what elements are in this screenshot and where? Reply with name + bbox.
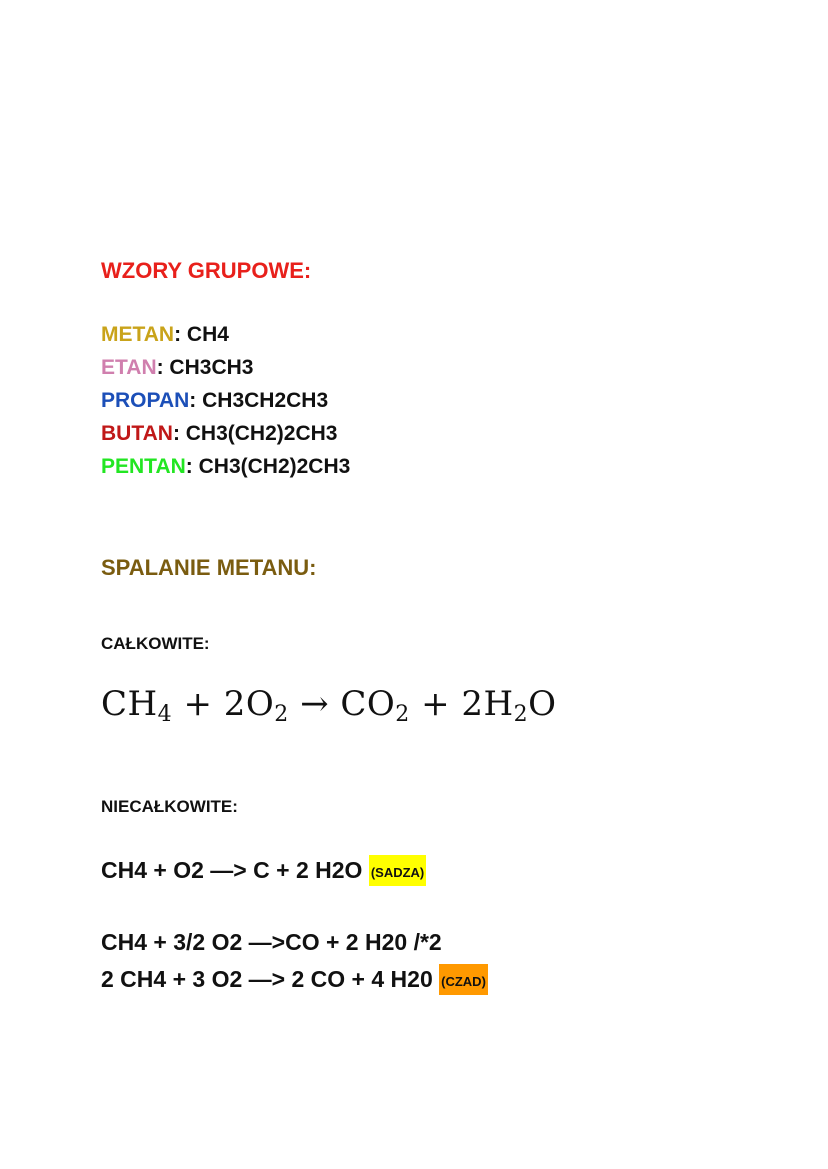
alkane-formula: : CH3CH2CH3 xyxy=(189,389,329,412)
alkane-formula: : CH3(CH2)2CH3 xyxy=(172,422,338,445)
list-item xyxy=(101,417,350,450)
alkane-formula: : CH3CH3 xyxy=(156,356,254,379)
co-badge: (CZAD) xyxy=(439,964,488,995)
equation-text: CH4 + O2 —> C + 2 H2O xyxy=(101,857,369,883)
incomplete-equation-co-doubled xyxy=(101,964,488,995)
alkane-name-butan: BUTAN xyxy=(101,422,173,445)
incomplete-combustion-label: NIECAŁKOWITE: xyxy=(101,797,238,816)
list-item xyxy=(101,384,350,417)
alkane-formula: : CH3(CH2)2CH3 xyxy=(185,455,351,478)
alkane-list xyxy=(101,318,350,483)
complete-combustion-label: CAŁKOWITE: xyxy=(101,634,210,653)
list-item xyxy=(101,450,350,483)
list-item xyxy=(101,351,350,384)
soot-badge: (SADZA) xyxy=(369,855,426,886)
alkane-name-metan: METAN xyxy=(101,323,175,346)
equation-text: 2 CH4 + 3 O2 —> 2 CO + 4 H20 xyxy=(101,966,440,992)
alkane-name-pentan: PENTAN xyxy=(101,455,186,478)
combustion-title: SPALANIE METANU: xyxy=(101,555,317,580)
incomplete-equation-co: CH4 + 3/2 O2 —>CO + 2 H20 /*2 xyxy=(101,929,442,955)
alkane-name-propan: PROPAN xyxy=(101,389,190,412)
incomplete-equation-soot xyxy=(101,855,426,886)
alkane-formula: : CH4 xyxy=(174,323,229,346)
complete-combustion-equation: $CH_4 + 2O_2 \to CO_2 + 2H_2O$ xyxy=(101,684,557,727)
alkane-name-etan: ETAN xyxy=(101,356,157,379)
list-item xyxy=(101,318,350,351)
page-title: WZORY GRUPOWE: xyxy=(101,258,312,283)
